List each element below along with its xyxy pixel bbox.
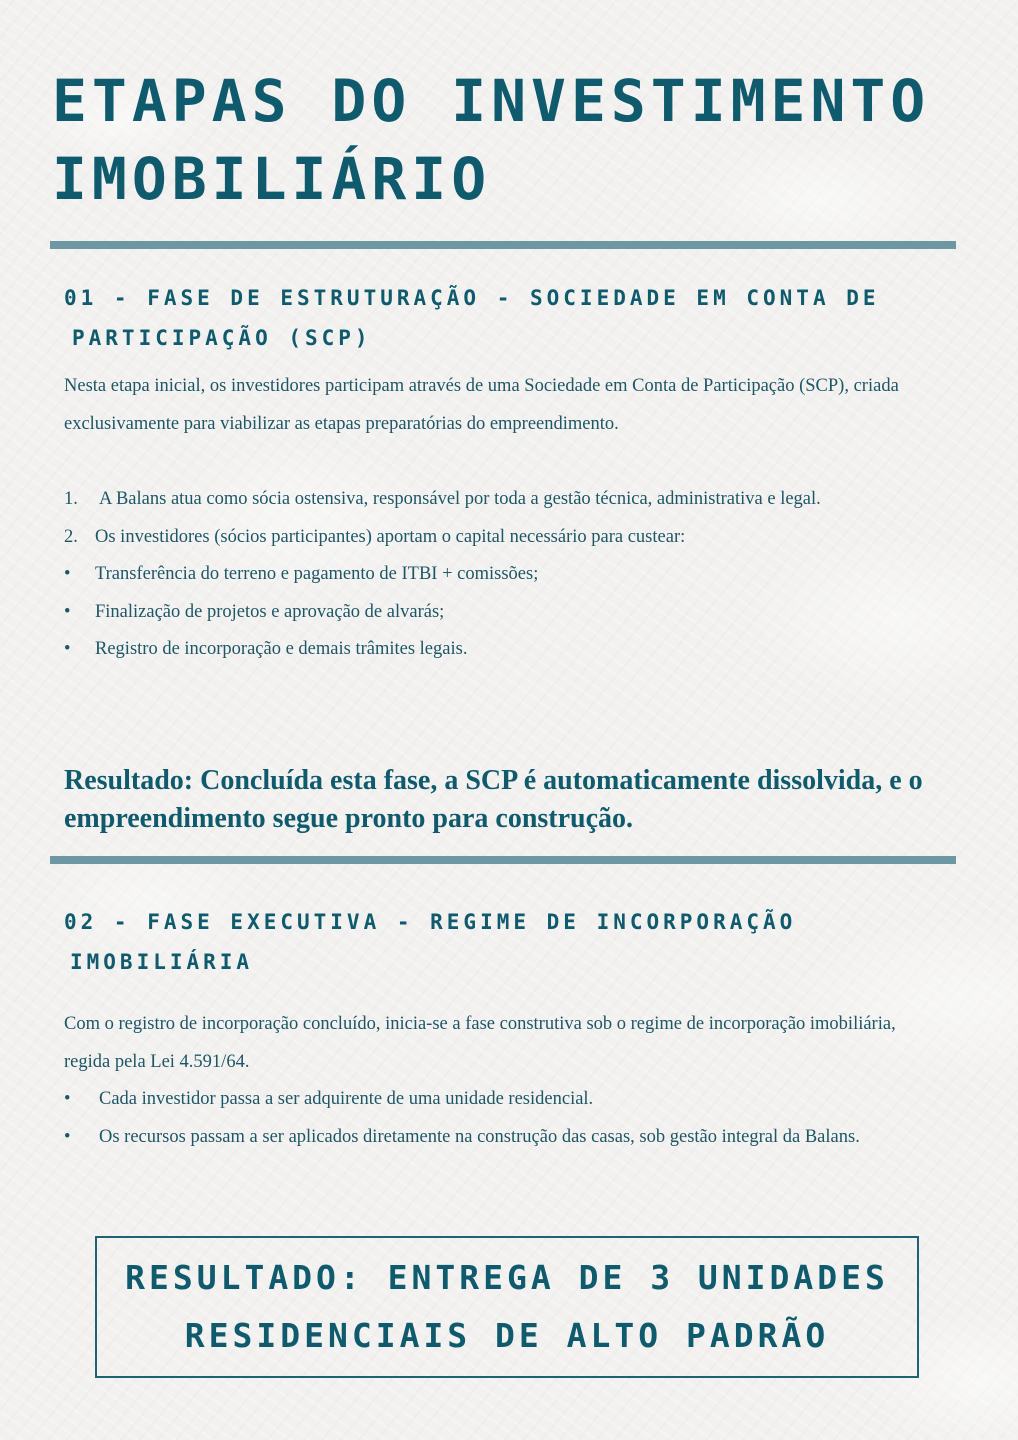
final-result-line1: RESULTADO: ENTREGA DE 3 UNIDADES [125, 1258, 889, 1297]
section1-list [64, 481, 944, 669]
final-result-text [125, 1249, 889, 1365]
bullet-icon: • [64, 601, 71, 622]
final-result-box [95, 1236, 919, 1378]
bullet-icon: • [64, 1089, 71, 1109]
section2-heading-line1: 02 - FASE EXECUTIVA - REGIME DE INCORPORAÇÃO [64, 910, 797, 934]
list-item [64, 556, 944, 594]
middle-divider [50, 856, 956, 864]
section2-intro: Com o registro de incorporação concluído, inicia-se a fase construtiva sob o regime de incorporação imobiliária, regida pela Lei 4.591/64. [64, 1014, 896, 1072]
list-item-text: Transferência do terreno e pagamento de ITBI + comissões; [95, 564, 539, 585]
bullet-icon: • [64, 639, 71, 660]
list-item [64, 481, 944, 519]
list-item-text: A Balans atua como sócia ostensiva, responsável por toda a gestão técnica, administrativa e legal. [99, 489, 821, 509]
section1-heading [64, 278, 944, 358]
section1-intro: Nesta etapa inicial, os investidores participam através de uma Sociedade em Conta de Participação (SCP), criada exclusivamente para viabilizar as etapas preparatórias do empreendimento. [64, 376, 899, 434]
list-marker: 1. [64, 489, 78, 509]
section2-heading-line2: IMOBILIÁRIA [70, 950, 254, 974]
list-item-text: Os investidores (sócios participantes) aportam o capital necessário para custear: [95, 526, 686, 547]
section2-heading [64, 902, 944, 982]
section1-heading-line1: 01 - FASE DE ESTRUTURAÇÃO - SOCIEDADE EM CONTA DE [64, 286, 880, 310]
section1-result: Resultado: Concluída esta fase, a SCP é automaticamente dissolvida, e o empreendimento segue pronto para construção. [64, 765, 923, 834]
list-item [64, 1119, 944, 1157]
list-item [64, 631, 944, 669]
list-item-text: Finalização de projetos e aprovação de alvarás; [95, 601, 445, 622]
page-title: ETAPAS DO INVESTIMENTO IMOBILIÁRIO [52, 67, 931, 213]
list-item-text: Os recursos passam a ser aplicados diretamente na construção das casas, sob gestão integral da Balans. [99, 1126, 860, 1147]
section2-list [64, 1081, 944, 1156]
list-item [64, 1081, 944, 1119]
top-divider [50, 241, 956, 249]
list-marker: 2. [64, 526, 78, 547]
list-item [64, 594, 944, 632]
bullet-icon: • [64, 564, 71, 585]
bullet-icon: • [64, 1126, 71, 1147]
list-item [64, 519, 944, 557]
section1-heading-line2: PARTICIPAÇÃO (SCP) [72, 326, 372, 350]
list-item-text: Cada investidor passa a ser adquirente de uma unidade residencial. [99, 1089, 594, 1109]
list-item-text: Registro de incorporação e demais trâmites legais. [95, 639, 468, 660]
final-result-line2: RESIDENCIAIS DE ALTO PADRÃO [184, 1316, 830, 1355]
